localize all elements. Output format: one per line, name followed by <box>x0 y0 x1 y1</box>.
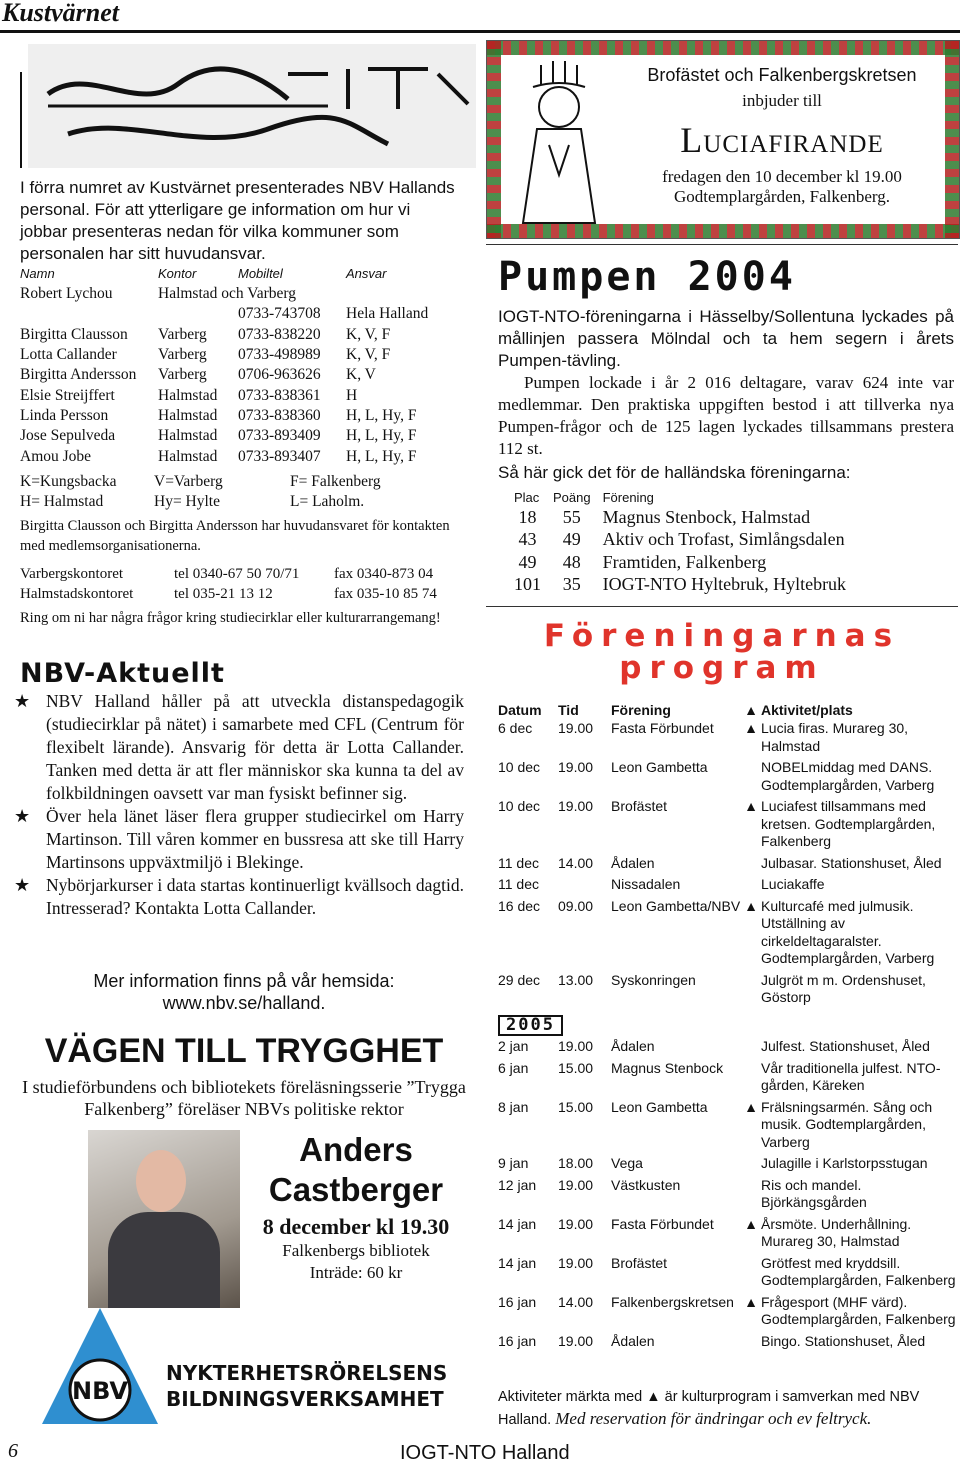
culture-marker-icon <box>741 759 761 798</box>
program-row <box>498 1294 956 1333</box>
star-icon: ★ <box>14 875 31 895</box>
staff-phone: 0733-838220 <box>238 325 321 343</box>
program-table <box>498 700 956 1354</box>
nbv-org-line2: BILDNINGSVERKSAMHET <box>166 1387 444 1411</box>
vagen-subtitle: I studieförbundens och bibliotekets föreläsningsserie ”Trygga Falkenberg” föreläser NBVs politiske rektor <box>22 1077 466 1119</box>
staff-row <box>20 304 434 324</box>
staff-header-row <box>20 262 434 284</box>
studie-intro: I förra numret av Kustvärnet presenterades NBV Hallands personal. För att ytterligare ge information om hur vi jobbar presenteras nedan för vilka kommuner som personalen har sitt huvudansvar. <box>20 178 455 263</box>
speaker-photo <box>88 1130 240 1308</box>
speaker-photo-body <box>108 1212 220 1308</box>
program-row <box>498 1038 956 1060</box>
program-activity: NOBELmiddag med DANS. Godtemplargården, Varberg <box>761 759 935 793</box>
key-item: V=Varberg <box>154 473 223 490</box>
results-row <box>514 551 858 574</box>
nbv-org-line1: NYKTERHETSRÖRELSENS <box>166 1361 448 1385</box>
program-time: 19.00 <box>558 1332 594 1349</box>
program-time: 14.00 <box>558 854 594 871</box>
header-aktivitet: Aktivitet/plats <box>761 702 853 718</box>
studie-kultur-logo-image <box>28 44 476 168</box>
staff-office <box>158 304 238 324</box>
culture-marker-icon <box>741 1038 761 1060</box>
staff-name: Robert Lychou <box>20 285 113 303</box>
key-item: H= Halmstad <box>20 493 104 510</box>
office-fax: fax 0340-873 04 <box>334 566 434 582</box>
masthead-rule <box>0 30 960 33</box>
staff-row <box>20 446 434 466</box>
results-row <box>514 506 858 529</box>
staff-row <box>20 284 434 304</box>
staff-office: Varberg <box>158 325 207 343</box>
program-activity: Grötfest med kryddsill. Godtemplargården, Falkenberg <box>761 1254 956 1288</box>
culture-marker-icon <box>741 855 761 877</box>
program-date: 2 jan <box>498 1038 529 1054</box>
program-time: 19.00 <box>558 1038 594 1054</box>
lecture-fee: Inträde: 60 kr <box>309 1263 403 1282</box>
staff-table <box>20 262 434 467</box>
year-divider-row <box>498 1011 956 1039</box>
staff-area: H, L, Hy, F <box>346 447 417 465</box>
lucia-illustration-icon <box>503 55 613 225</box>
program-time: 19.00 <box>558 798 594 814</box>
program-row <box>498 1155 956 1177</box>
triangle-icon: ▲ <box>646 1389 661 1405</box>
culture-marker-icon: ▲ <box>744 798 758 814</box>
staff-name: Elsie Streijffert <box>20 386 115 404</box>
staff-phone: 0733-498989 <box>238 346 321 364</box>
program-activity: Årsmöte. Underhållning. Murareg 30, Halmstad <box>761 1215 912 1249</box>
staff-name: Lotta Callander <box>20 346 117 364</box>
office-tel: tel 035-21 13 12 <box>174 586 273 602</box>
header-ansvar: Ansvar <box>346 265 387 281</box>
program-time: 19.00 <box>558 1254 594 1271</box>
area-key-row <box>20 472 381 492</box>
program-row <box>498 1060 956 1099</box>
program-activity: Ris och mandel. Björkängsgården <box>761 1176 867 1210</box>
more-info <box>14 970 474 1014</box>
speaker-block <box>236 1130 476 1284</box>
program-date: 11 dec <box>498 854 539 871</box>
program-time: 19.00 <box>558 1176 594 1193</box>
staff-area: H, L, Hy, F <box>346 427 417 445</box>
nbv-bullet <box>14 690 464 805</box>
key-item: K=Kungsbacka <box>20 473 117 490</box>
nbv-bullet <box>14 805 464 874</box>
garland-top <box>487 41 959 55</box>
staff-phone: 0733-838360 <box>238 406 321 424</box>
section-divider <box>486 244 958 245</box>
culture-marker-icon: ▲ <box>744 897 758 914</box>
staff-name <box>20 304 158 324</box>
program-time: 14.00 <box>558 1293 594 1310</box>
program-row <box>498 972 956 1011</box>
office-row <box>20 584 437 604</box>
staff-phone: 0733-743708 <box>238 305 321 323</box>
program-row <box>498 1333 956 1355</box>
left-column <box>14 40 474 1440</box>
program-row <box>498 720 956 759</box>
staff-office: Halmstad <box>158 447 218 465</box>
year-2005-badge: 2005 <box>498 1015 563 1037</box>
magazine-title: Kustvärnet <box>2 0 120 27</box>
culture-marker-icon <box>741 1255 761 1294</box>
program-time: 18.00 <box>558 1155 594 1171</box>
staff-row <box>20 406 434 426</box>
nbv-bullet-text: NBV Halland håller på att utveckla distanspedagogik (studiecirklar på nätet) i samarbete med CFL (Centrum för flexibelt lärande). Ansvarig för detta är Lotta Callander. Tanken med detta är att fler människor ska kunna ta del av folkbildningen oavsett var man fysiskt befinner sig. <box>46 691 464 803</box>
footer-org: IOGT-NTO Halland <box>400 1442 570 1464</box>
ring-note: Ring om ni har några frågor kring studiecirklar eller kulturarrangemang! <box>20 610 441 626</box>
nbv-bullet-text: Över hela länet läser flera grupper studiecirkel om Harry Martinson. Till våren kommer en bussresa att ske till Harry Martinsons uppväxtmiljö i Blekinge. <box>46 806 464 872</box>
header-mobiltel: Mobiltel <box>238 265 283 281</box>
program-activity: Julgröt m m. Ordenshuset, Göstorp <box>761 971 926 1005</box>
contact-note: Birgitta Clausson och Birgitta Andersson har huvudansvaret för kontakten med medlemsorganisationerna. <box>20 518 450 554</box>
program-date: 10 dec <box>498 798 541 814</box>
culture-marker-icon: ▲ <box>744 1098 758 1115</box>
lecture-venue: Falkenbergs bibliotek <box>282 1241 430 1260</box>
program-association: Leon Gambetta <box>611 759 708 775</box>
staff-name: Birgitta Clausson <box>20 325 128 343</box>
program-time: 19.00 <box>558 720 594 736</box>
program-date: 14 jan <box>498 1215 537 1232</box>
nbv-bullet-text: Nybörjarkurser i data startas kontinuerligt kvällsoch dagtid. Intresserad? Kontakta Lotta Callander. <box>46 875 464 918</box>
office-fax: fax 035-10 85 74 <box>334 586 437 602</box>
program-activity: Frälsningsarmén. Sång och musik. Godtemplargården, Varberg <box>761 1098 933 1150</box>
header-namn: Namn <box>20 265 55 281</box>
program-time: 15.00 <box>558 1098 594 1115</box>
program-date: 29 dec <box>498 971 541 988</box>
culture-marker-icon: ▲ <box>744 1215 758 1232</box>
program-activity: Bingo. Stationshuset, Åled <box>761 1332 926 1349</box>
program-row <box>498 759 956 798</box>
speaker-last-name: Castberger <box>268 1171 444 1208</box>
nbv-org-name <box>166 1360 447 1412</box>
star-icon: ★ <box>14 691 31 711</box>
lucia-date: fredagen den 10 december kl 19.00 <box>662 167 902 186</box>
staff-office: Varberg <box>158 366 207 384</box>
culture-marker-icon: ▲ <box>744 1293 758 1310</box>
culture-marker-icon <box>741 1333 761 1355</box>
program-association: Leon Gambetta <box>611 1098 708 1115</box>
program-title-line1: Föreningarnas <box>543 618 901 654</box>
lucia-title: Luciafirande <box>680 120 884 160</box>
nbv-bullet <box>14 874 464 920</box>
result-plac: 49 <box>518 551 537 572</box>
nbv-heading: NBV-Aktuellt <box>20 658 225 689</box>
lecture-date: 8 december kl 19.30 <box>262 1214 450 1239</box>
program-date: 6 jan <box>498 1059 529 1076</box>
header-poang: Poäng <box>553 489 591 505</box>
staff-area: K, V, F <box>346 325 391 343</box>
program-date: 10 dec <box>498 759 541 775</box>
program-note-a: Aktiviteter märkta med <box>498 1389 643 1405</box>
header-forening: Förening <box>611 702 671 718</box>
frame-line <box>20 72 22 168</box>
garland-bottom <box>487 224 959 238</box>
program-title-line2: program <box>619 650 825 686</box>
results-row <box>514 529 858 552</box>
staff-area: Hela Halland <box>346 305 429 323</box>
staff-row <box>20 345 434 365</box>
culture-marker-icon <box>741 1155 761 1177</box>
staff-phone: 0733-893407 <box>238 447 321 465</box>
result-forening: IOGT-NTO Hyltebruk, Hyltebruk <box>602 574 847 595</box>
staff-phone: 0733-838361 <box>238 386 321 404</box>
program-association: Ådalen <box>611 854 655 871</box>
program-row <box>498 1099 956 1156</box>
pumpen-results-table <box>514 488 858 596</box>
program-activity: Julfest. Stationshuset, Åled <box>761 1038 930 1054</box>
speaker-photo-head <box>136 1150 186 1212</box>
vagen-title: VÄGEN TILL TRYGGHET <box>44 1032 444 1070</box>
staff-name: Birgitta Andersson <box>20 366 137 384</box>
program-association: Leon Gambetta/NBV <box>611 897 741 914</box>
culture-marker-icon <box>741 972 761 1011</box>
header-tid: Tid <box>558 702 579 718</box>
area-key-row <box>20 492 381 512</box>
result-plac: 101 <box>514 574 541 595</box>
program-time: 15.00 <box>558 1059 594 1076</box>
program-activity: Vår traditionella julfest. NTO-gården, Käreken <box>761 1059 941 1093</box>
staff-row <box>20 426 434 446</box>
office-row <box>20 564 437 584</box>
website-link[interactable]: www.nbv.se/halland. <box>162 993 326 1013</box>
program-row <box>498 898 956 972</box>
program-time: 19.00 <box>558 759 594 775</box>
program-date: 16 jan <box>498 1332 537 1349</box>
program-note-c: Med reservation för ändringar och ev feltryck. <box>555 1409 872 1428</box>
nbv-logo-abbr: NBV <box>72 1377 128 1405</box>
staff-area: H <box>346 386 358 404</box>
result-forening: Magnus Stenbock, Halmstad <box>602 506 811 527</box>
program-note-b: är kulturprogram i samverkan med NBV Halland. <box>498 1389 920 1428</box>
program-header-row <box>498 700 956 720</box>
program-rows-2005 <box>498 1038 956 1354</box>
speaker-first-name: Anders <box>299 1131 413 1168</box>
results-header-row <box>514 488 858 506</box>
more-info-text: Mer information finns på vår hemsida: <box>93 971 395 991</box>
program-row <box>498 855 956 877</box>
program-date: 9 jan <box>498 1155 529 1171</box>
key-item: Hy= Hylte <box>154 493 220 510</box>
program-date: 16 jan <box>498 1293 537 1310</box>
culture-marker-icon <box>741 1060 761 1099</box>
section-divider <box>486 606 958 607</box>
program-row <box>498 1177 956 1216</box>
lucia-hosts: Brofästet och Falkenbergskretsen <box>647 65 917 85</box>
nbv-bullet-list <box>14 690 464 920</box>
staff-phone: 0706-963626 <box>238 366 321 384</box>
program-association: Syskonringen <box>611 971 696 988</box>
lucia-place: Godtemplargården, Falkenberg. <box>673 187 891 206</box>
page-number: 6 <box>8 1440 18 1462</box>
program-row <box>498 798 956 855</box>
staff-office: Halmstad och Varberg <box>158 285 297 303</box>
garland-left <box>487 41 501 238</box>
program-time: 09.00 <box>558 897 594 914</box>
program-date: 12 jan <box>498 1176 537 1193</box>
pumpen-paragraph: IOGT-NTO-föreningarna i Hässelby/Sollentuna lyckades på mållinjen passera Mölndal och ta hem segern i årets Pumpen-tävling. <box>498 307 954 370</box>
result-forening: Framtiden, Falkenberg <box>602 551 767 572</box>
program-association: Nissadalen <box>611 876 681 892</box>
program-activity: Lucia firas. Murareg 30, Halmstad <box>761 720 909 754</box>
program-association: Brofästet <box>611 1254 668 1271</box>
program-activity: Julagille i Karlstorpsstugan <box>761 1155 928 1171</box>
program-association: Vega <box>611 1155 643 1171</box>
result-poang: 55 <box>562 506 581 527</box>
result-plac: 18 <box>518 506 537 527</box>
pumpen-paragraph: Så här gick det för de halländska föreningarna: <box>498 463 851 482</box>
masthead <box>0 0 960 32</box>
result-poang: 49 <box>562 529 581 550</box>
lucia-invites: inbjuder till <box>742 91 822 110</box>
program-rows-2004 <box>498 720 956 1011</box>
program-activity: Luciafest tillsammans med kretsen. Godtemplargården, Falkenberg <box>761 798 936 849</box>
triangle-icon: ▲ <box>744 702 758 718</box>
program-date: 14 jan <box>498 1254 537 1271</box>
program-row <box>498 1216 956 1255</box>
key-item: F= Falkenberg <box>290 473 381 490</box>
culture-marker-icon: ▲ <box>744 720 758 736</box>
program-activity: Luciakaffe <box>761 876 825 892</box>
program-date: 6 dec <box>498 720 533 736</box>
staff-name: Jose Sepulveda <box>20 427 116 445</box>
program-association: Falkenbergskretsen <box>611 1293 734 1310</box>
result-forening: Aktiv och Trofast, Simlångsdalen <box>602 529 845 550</box>
program-date: 16 dec <box>498 897 541 914</box>
office-list <box>20 564 437 604</box>
result-poang: 48 <box>562 551 581 572</box>
staff-area: K, V, F <box>346 346 391 364</box>
office-name: Varbergskontoret <box>20 566 124 582</box>
staff-office: Halmstad <box>158 427 218 445</box>
program-association: Magnus Stenbock <box>611 1059 724 1076</box>
result-plac: 43 <box>518 529 537 550</box>
header-datum: Datum <box>498 702 542 718</box>
header-kontor: Kontor <box>158 265 197 281</box>
program-activity: Julbasar. Stationshuset, Åled <box>761 854 942 871</box>
program-time <box>558 876 611 898</box>
studie-kultur-logo <box>28 44 476 168</box>
area-key <box>20 472 381 512</box>
program-title <box>486 620 958 684</box>
culture-marker-icon <box>741 1177 761 1216</box>
program-association: Ådalen <box>611 1332 655 1349</box>
program-activity: Frågesport (MHF värd). Godtemplargården, Falkenberg <box>761 1293 956 1327</box>
staff-phone: 0733-893409 <box>238 427 321 445</box>
staff-office: Halmstad <box>158 406 218 424</box>
result-poang: 35 <box>562 574 581 595</box>
program-row <box>498 876 956 898</box>
program-activity: Kulturcafé med julmusik. Utställning av cirkeldeltagaralster. Godtemplargården, Varberg <box>761 897 935 966</box>
staff-office: Halmstad <box>158 386 218 404</box>
star-icon: ★ <box>14 806 31 826</box>
staff-area: H, L, Hy, F <box>346 406 417 424</box>
staff-area: K, V <box>346 366 376 384</box>
program-time: 13.00 <box>558 971 594 988</box>
program-association: Ådalen <box>611 1038 655 1054</box>
nbv-logo-icon <box>40 1306 160 1426</box>
results-row <box>514 574 858 597</box>
header-forening: Förening <box>602 489 654 505</box>
pumpen-title: Pumpen 2004 <box>498 254 796 300</box>
program-time: 19.00 <box>558 1215 594 1232</box>
program-date: 11 dec <box>498 876 539 892</box>
staff-row <box>20 365 434 385</box>
program-association: Brofästet <box>611 798 668 814</box>
office-tel: tel 0340-67 50 70/71 <box>174 566 300 582</box>
program-association: Fasta Förbundet <box>611 1215 714 1232</box>
culture-marker-icon <box>741 876 761 898</box>
lucia-invitation <box>486 40 960 239</box>
staff-row <box>20 385 434 405</box>
staff-row <box>20 325 434 345</box>
office-name: Halmstadskontoret <box>20 586 134 602</box>
staff-name: Amou Jobe <box>20 447 92 465</box>
program-date: 8 jan <box>498 1098 529 1115</box>
pumpen-paragraph: Pumpen lockade i år 2 016 deltagare, varav 624 inte var medlemmar. Den praktiska uppgiften bestod i att tillverka nya Pumpen-frågor och de 125 lagen lyckades tillsammans prestera 112 st. <box>498 373 954 458</box>
staff-name: Linda Persson <box>20 406 109 424</box>
program-note <box>498 1386 954 1431</box>
staff-office: Varberg <box>158 346 207 364</box>
key-item: L= Laholm. <box>290 493 365 510</box>
program-association: Västkusten <box>611 1176 681 1193</box>
program-association: Fasta Förbundet <box>611 720 714 736</box>
program-row <box>498 1255 956 1294</box>
header-plac: Plac <box>514 489 540 505</box>
lucia-details <box>607 167 957 207</box>
